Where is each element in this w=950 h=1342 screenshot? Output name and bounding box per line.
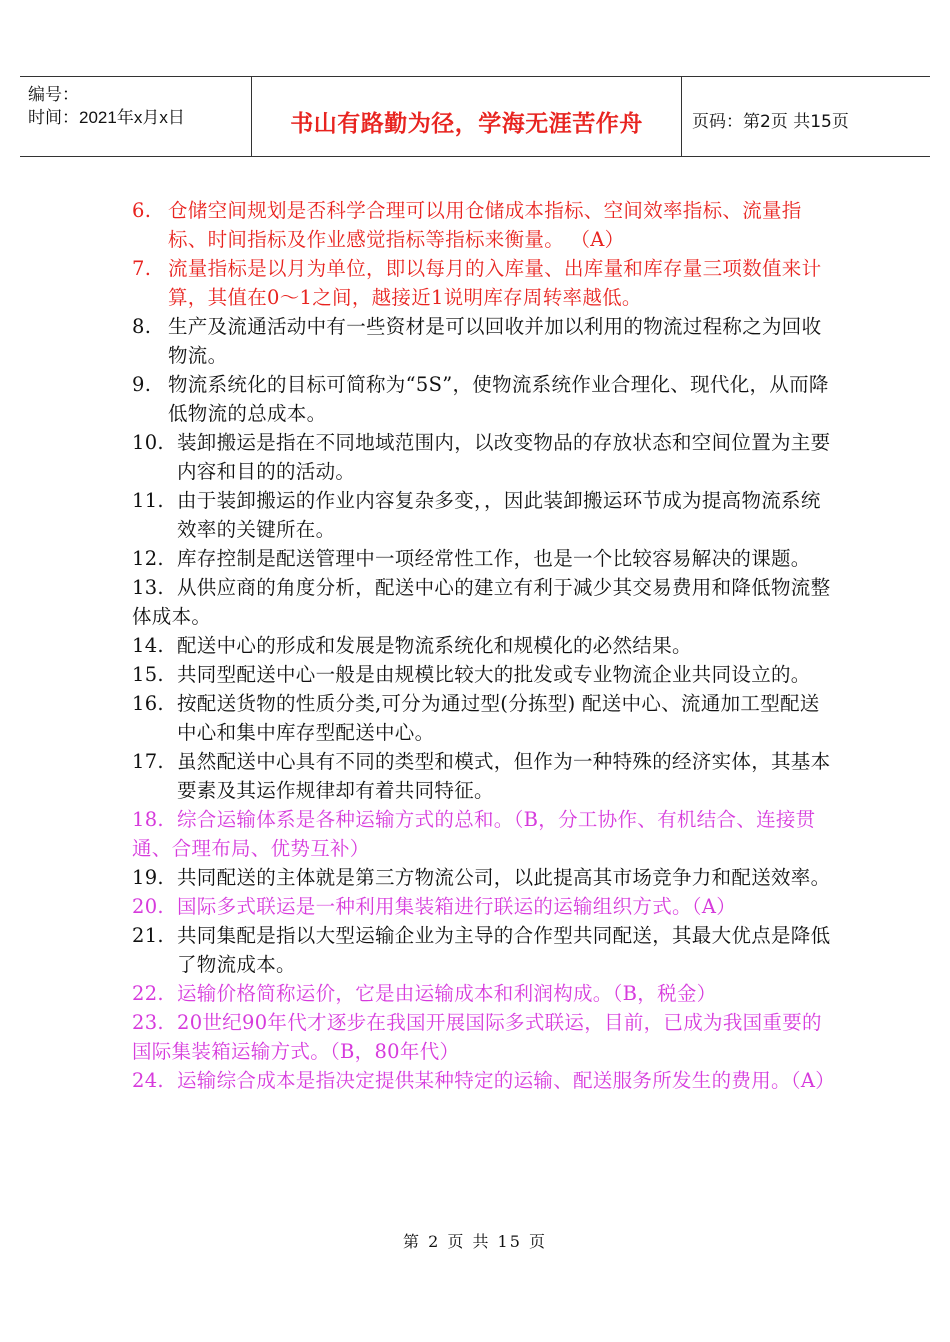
item-text: 由于装卸搬运的作业内容复杂多变，，因此装卸搬运环节成为提高物流系统效率的关键所在。 <box>177 489 821 541</box>
item-number: 10. <box>132 431 164 454</box>
list-item <box>132 1008 832 1066</box>
item-text: 运输综合成本是指决定提供某种特定的运输、配送服务所发生的费用。（A） <box>177 1069 836 1092</box>
list-item <box>132 254 832 312</box>
item-number: 11. <box>132 489 164 512</box>
item-text: 20世纪90年代才逐步在我国开展国际多式联运，目前，已成为我国重要的国际集装箱运输方式。（B，80年代） <box>132 1011 822 1063</box>
header-page-cell <box>682 77 930 156</box>
item-text: 国际多式联运是一种利用集装箱进行联运的运输组织方式。（A） <box>177 895 737 918</box>
list-item <box>132 747 832 805</box>
number-label: 编号： <box>28 85 79 104</box>
item-text: 运输价格简称运价，它是由运输成本和利润构成。（B，税金） <box>177 982 717 1005</box>
item-number: 24. <box>132 1069 164 1092</box>
list-item <box>132 689 832 747</box>
item-text: 生产及流通活动中有一些资材是可以回收并加以利用的物流过程称之为回收物流。 <box>168 315 822 367</box>
item-text: 仓储空间规划是否科学合理可以用仓储成本指标、空间效率指标、流量指标、时间指标及作业感觉指标等指标来衡量。 （A） <box>168 199 802 251</box>
item-number: 7. <box>132 257 152 280</box>
list-item <box>132 660 832 689</box>
item-text: 按配送货物的性质分类,可分为通过型(分拣型) 配送中心、流通加工型配送中心和集中库存型配送中心。 <box>177 692 820 744</box>
page-header <box>20 76 930 157</box>
item-text: 物流系统化的目标可简称为“5S”，使物流系统作业合理化、现代化，从而降低物流的总成本。 <box>168 373 829 425</box>
list-item <box>132 544 832 573</box>
question-list <box>132 196 836 1095</box>
list-item <box>132 631 832 660</box>
item-number: 16. <box>132 692 164 715</box>
item-number: 14. <box>132 634 164 657</box>
item-number: 21. <box>132 924 164 947</box>
list-item <box>132 486 832 544</box>
list-item <box>132 979 832 1008</box>
footer-page-number: 第 2 页 共 15 页 <box>403 1232 547 1251</box>
list-item <box>132 573 832 631</box>
item-number: 12. <box>132 547 164 570</box>
header-meta-cell <box>20 77 252 156</box>
item-text: 共同型配送中心一般是由规模比较大的批发或专业物流企业共同设立的。 <box>177 663 811 686</box>
item-text: 库存控制是配送管理中一项经常性工作，也是一个比较容易解决的课题。 <box>177 547 811 570</box>
list-item <box>132 196 832 254</box>
item-number: 17. <box>132 750 164 773</box>
item-text: 配送中心的形成和发展是物流系统化和规模化的必然结果。 <box>177 634 692 657</box>
item-number: 9. <box>132 373 152 396</box>
list-item <box>132 428 832 486</box>
item-number: 18. <box>132 808 164 831</box>
item-number: 23. <box>132 1011 164 1034</box>
item-text: 共同集配是指以大型运输企业为主导的合作型共同配送，其最大优点是降低了物流成本。 <box>177 924 831 976</box>
item-number: 13. <box>132 576 164 599</box>
page-label: 页码：第2页 共15页 <box>692 112 849 132</box>
list-item <box>132 863 832 892</box>
item-number: 22. <box>132 982 164 1005</box>
list-item <box>132 312 832 370</box>
item-number: 19. <box>132 866 164 889</box>
item-text: 从供应商的角度分析，配送中心的建立有利于减少其交易费用和降低物流整体成本。 <box>132 576 831 628</box>
list-item <box>132 1066 836 1095</box>
item-number: 8. <box>132 315 152 338</box>
list-item <box>132 370 832 428</box>
item-text: 装卸搬运是指在不同地域范围内，以改变物品的存放状态和空间位置为主要内容和目的的活动。 <box>177 431 831 483</box>
list-item <box>132 892 832 921</box>
item-text: 综合运输体系是各种运输方式的总和。（B，分工协作、有机结合、连接贯通、合理布局、优势互补） <box>132 808 816 860</box>
item-number: 6. <box>132 199 152 222</box>
page-footer <box>0 1229 950 1252</box>
item-text: 共同配送的主体就是第三方物流公司，以此提高其市场竞争力和配送效率。 <box>177 866 831 889</box>
header-motto-cell <box>252 77 682 156</box>
motto: 书山有路勤为径，学海无涯苦作舟 <box>290 111 643 137</box>
item-number: 20. <box>132 895 164 918</box>
list-item <box>132 805 832 863</box>
item-text: 虽然配送中心具有不同的类型和模式，但作为一种特殊的经济实体，其基本要素及其运作规律却有着共同特征。 <box>177 750 831 802</box>
item-number: 15. <box>132 663 164 686</box>
list-item <box>132 921 832 979</box>
time-label: 时间：2021年x月x日 <box>28 108 185 127</box>
item-text: 流量指标是以月为单位，即以每月的入库量、出库量和库存量三项数值来计算，其值在0～1之间，越接近1说明库存周转率越低。 <box>168 257 822 309</box>
